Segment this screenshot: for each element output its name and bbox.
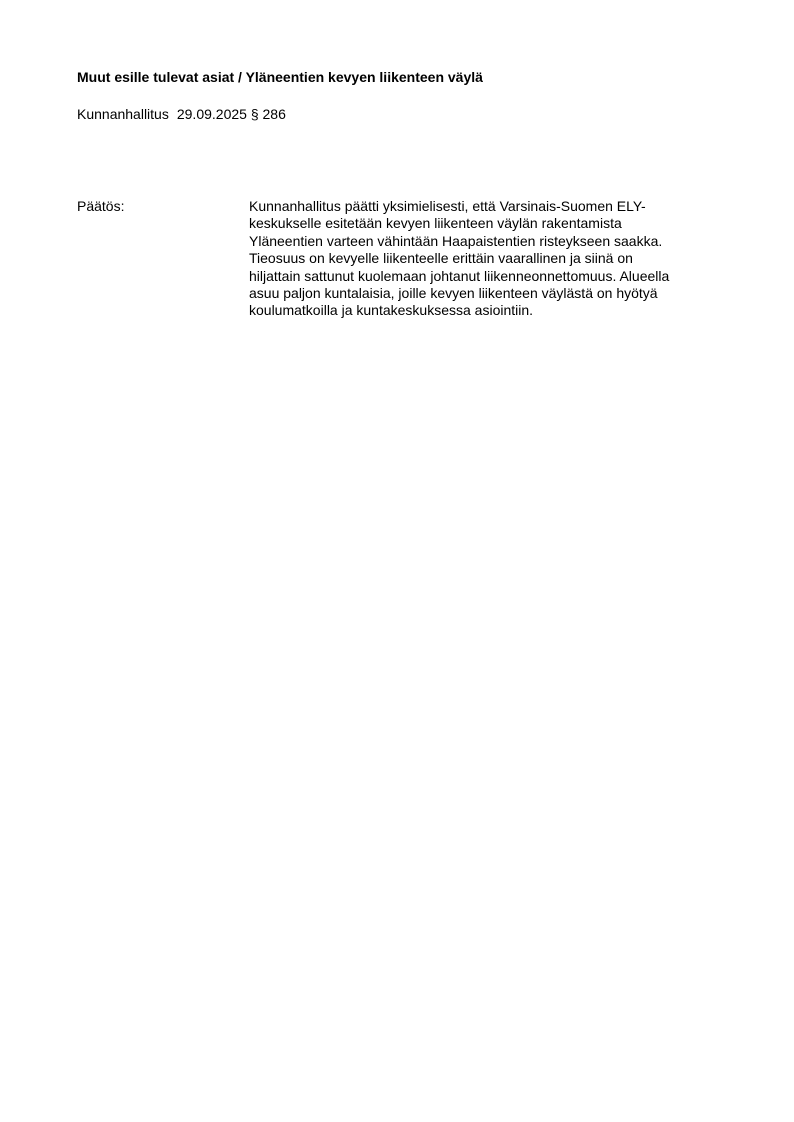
meeting-date-section: 29.09.2025 § 286 <box>176 106 286 122</box>
decision-line: Tieosuus on kevyelle liikenteelle erittäin vaarallinen ja siinä on <box>249 250 633 267</box>
decision-line: keskukselle esitetään kevyen liikenteen väylän rakentamista <box>249 215 622 232</box>
decision-line: koulumatkoilla ja kuntakeskuksessa asiointiin. <box>249 302 534 319</box>
decision-line: asuu paljon kuntalaisia, joille kevyen liikenteen väylästä on hyötyä <box>249 285 658 302</box>
decision-line: Yläneentien varteen vähintään Haapaistentien risteykseen saakka. <box>249 232 663 249</box>
decision-line: Kunnanhallitus päätti yksimielisesti, että Varsinais-Suomen ELY- <box>249 198 646 214</box>
decision-label: Päätös: <box>77 198 125 214</box>
decision-text <box>249 198 733 320</box>
meeting-body: Kunnanhallitus <box>77 106 169 122</box>
document-title: Muut esille tulevat asiat / Yläneentien kevyen liikenteen väylä <box>77 69 483 85</box>
decision-line: hiljattain sattunut kuolemaan johtanut liikenneonnettomuus. Alueella <box>249 267 670 284</box>
meeting-reference <box>77 106 286 123</box>
